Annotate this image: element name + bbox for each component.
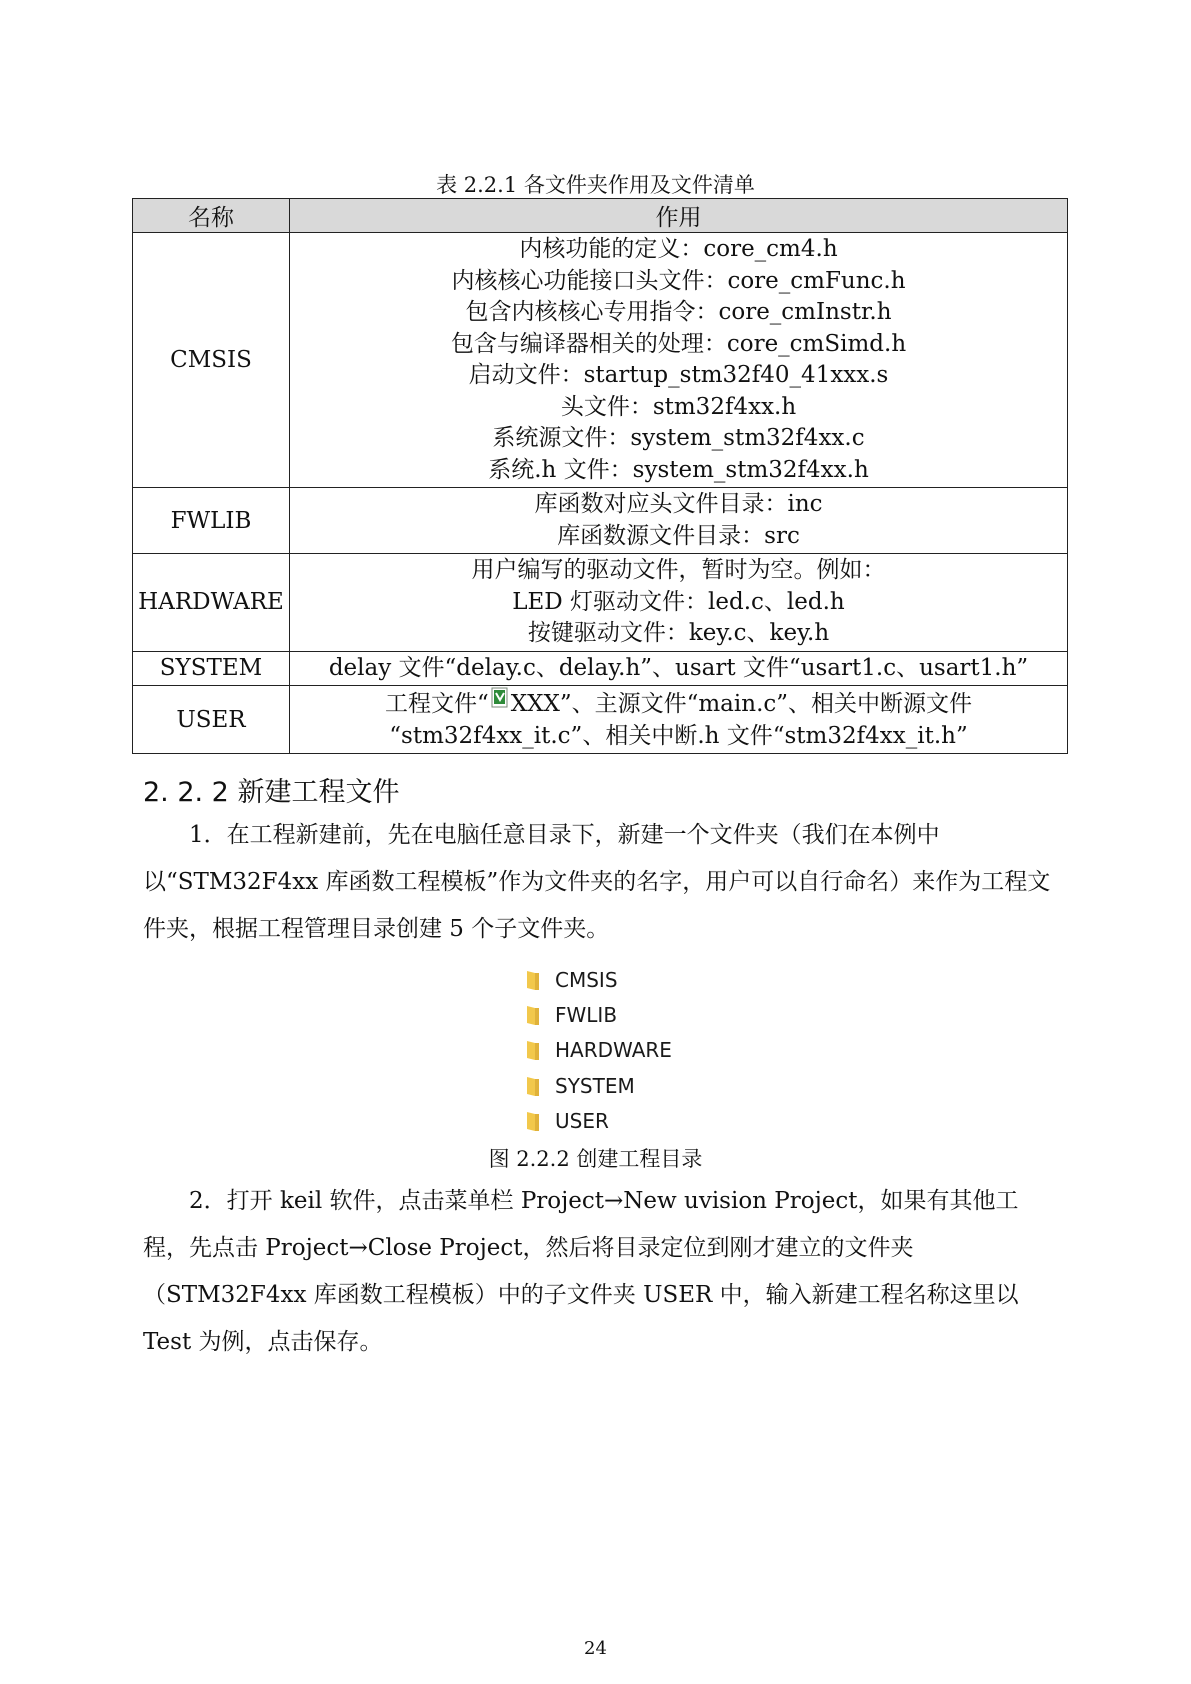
paragraph-step-1: 1．在工程新建前，先在电脑任意目录下，新建一个文件夹（我们在本例中以“STM32F4xx 库函数工程模板”作为文件夹的名字，用户可以自行命名）来作为工程文件夹，根据工程管理目录创建 5 个子文件夹。: [143, 822, 1051, 942]
header-name: 名称: [133, 199, 290, 233]
table-header-row: [133, 199, 1068, 233]
row-name-system: SYSTEM: [133, 651, 290, 686]
folder-item: [525, 1068, 672, 1103]
folder-icon: [525, 969, 541, 991]
row-name-user: USER: [133, 686, 290, 754]
folder-name: FWLIB: [555, 1002, 618, 1027]
folder-icon: [525, 1110, 541, 1132]
desc-line: 包含内核核心专用指令：core_cmInstr.h: [465, 299, 892, 325]
paragraph-step-2: 2．打开 keil 软件，点击菜单栏 Project→New uvision Project，如果有其他工程，先点击 Project→Close Project，然后将目录定位到刚才建立的文件夹（STM32F4xx 库函数工程模板）中的子文件夹 USER 中，输入新建工程名称这里以 Test 为例，点击保存。: [143, 1188, 1019, 1355]
folder-icon: [525, 1039, 541, 1061]
row-desc-system: [290, 651, 1068, 686]
keil-project-icon: [491, 687, 509, 709]
folder-name: SYSTEM: [555, 1073, 635, 1098]
folder-icon: [525, 1004, 541, 1026]
folder-name: CMSIS: [555, 967, 618, 992]
row-desc-hardware: [290, 554, 1068, 652]
folder-name: USER: [555, 1108, 609, 1133]
folder-icon: [525, 1075, 541, 1097]
folder-list: [525, 962, 672, 1138]
desc-line: 头文件：stm32f4xx.h: [560, 393, 797, 420]
folder-item: [525, 1103, 672, 1138]
row-name-fwlib: FWLIB: [133, 488, 290, 554]
table-row: [133, 233, 1068, 488]
user-line1-suffix: XXX”、主源文件“main.c”、相关中断源文件: [510, 691, 973, 717]
folder-table: [132, 198, 1068, 754]
page-number: 24: [584, 1638, 607, 1659]
desc-line: [290, 687, 1067, 721]
row-name-cmsis: CMSIS: [133, 233, 290, 488]
desc-line: LED 灯驱动文件：led.c、led.h: [512, 588, 845, 615]
table-caption: 表 2.2.1 各文件夹作用及文件清单: [436, 173, 755, 197]
table-row: [133, 651, 1068, 686]
desc-line: 包含与编译器相关的处理：core_cmSimd.h: [450, 330, 907, 357]
row-desc-cmsis: [290, 233, 1068, 488]
table-row: [133, 554, 1068, 652]
table-row: [133, 488, 1068, 554]
desc-line: “stm32f4xx_it.c”、相关中断.h 文件“stm32f4xx_it.h”: [389, 722, 968, 749]
desc-line: 启动文件：startup_stm32f40_41xxx.s: [468, 362, 889, 388]
desc-line: 系统源文件：system_stm32f4xx.c: [492, 425, 865, 451]
folder-item: [525, 962, 672, 997]
folder-name: HARDWARE: [555, 1038, 672, 1063]
figure-caption: 图 2.2.2 创建工程目录: [488, 1147, 703, 1171]
folder-item: [525, 1033, 672, 1068]
desc-line: 按键驱动文件：key.c、key.h: [527, 620, 830, 646]
desc-line: 库函数对应头文件目录：inc: [534, 491, 823, 517]
desc-line: 内核功能的定义：core_cm4.h: [519, 236, 838, 262]
row-desc-fwlib: [290, 488, 1068, 554]
folder-item: [525, 997, 672, 1032]
row-desc-user: [290, 686, 1068, 754]
table-row: [133, 686, 1068, 754]
desc-line: 库函数源文件目录：src: [557, 522, 800, 549]
header-role: 作用: [290, 199, 1068, 233]
user-line1-prefix: 工程文件“: [384, 691, 489, 717]
section-heading: 2. 2. 2 新建工程文件: [143, 777, 400, 808]
desc-line: 系统.h 文件：system_stm32f4xx.h: [488, 456, 869, 483]
desc-line: delay 文件“delay.c、delay.h”、usart 文件“usart1.c、usart1.h”: [328, 654, 1029, 681]
row-name-hardware: HARDWARE: [133, 554, 290, 652]
desc-line: 内核核心功能接口头文件：core_cmFunc.h: [451, 267, 906, 294]
desc-line: 用户编写的驱动文件，暂时为空。例如：: [471, 557, 886, 583]
